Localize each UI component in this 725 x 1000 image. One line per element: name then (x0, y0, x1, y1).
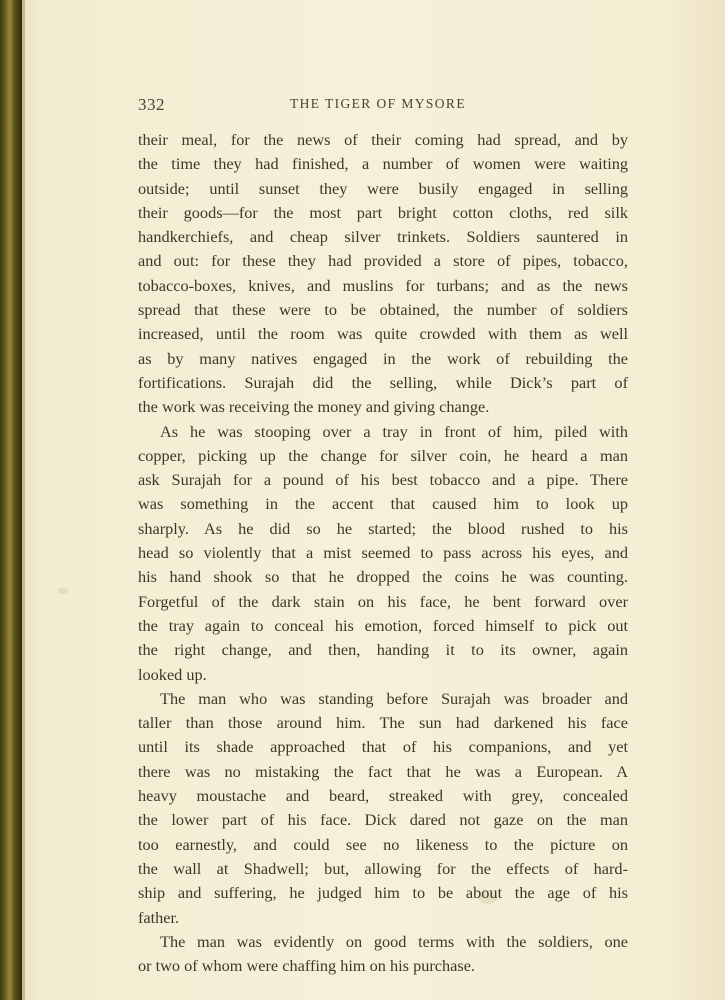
text-line: Forgetful of the dark stain on his face, he bent forward over (138, 591, 628, 611)
text-line: looked up. (138, 664, 207, 684)
text-line: as by many natives engaged in the work of rebuilding the (138, 348, 628, 368)
text-line: head so violently that a mist seemed to pass across his eyes, and (138, 543, 628, 563)
text-line: As he was stooping over a tray in front of him, piled with (160, 421, 628, 441)
body-text (138, 128, 628, 978)
page-number: 332 (138, 95, 165, 114)
text-line: copper, picking up the change for silver coin, he heard a man (138, 445, 628, 465)
text-line: increased, until the room was quite crowded with them as well (138, 324, 628, 344)
text-line: ask Surajah for a pound of his best tobacco and a pipe. There (138, 470, 628, 490)
text-line: The man who was standing before Surajah was broader and (160, 688, 628, 708)
running-title: THE TIGER OF MYSORE (290, 96, 466, 111)
text-line: too earnestly, and could see no likeness to the picture on (138, 834, 628, 854)
text-line: his hand shook so that he dropped the coins he was counting. (138, 567, 628, 587)
text-line: or two of whom were chaffing him on his purchase. (138, 956, 476, 976)
text-line: spread that these were to be obtained, the number of soldiers (138, 300, 628, 320)
text-line: the right change, and then, handing it to its owner, again (138, 640, 628, 660)
text-line: sharply. As he did so he started; the blood rushed to his (138, 518, 628, 538)
text-line: heavy moustache and beard, streaked with grey, concealed (138, 786, 628, 806)
text-line: the tray again to conceal his emotion, forced himself to pick out (138, 615, 628, 635)
text-line: the wall at Shadwell; but, allowing for the effects of hard- (138, 858, 628, 878)
text-line: fortifications. Surajah did the selling, while Dick’s part of (138, 372, 628, 392)
text-line: taller than those around him. The sun had darkened his face (138, 713, 628, 733)
text-line: until its shade approached that of his companions, and yet (138, 737, 628, 757)
text-line: the work was receiving the money and giving change. (138, 397, 490, 417)
text-line: and out: for these they had provided a store of pipes, tobacco, (138, 251, 628, 271)
paper-stain (58, 588, 68, 594)
text-line: outside; until sunset they were busily engaged in selling (138, 178, 628, 198)
text-line: father. (138, 907, 180, 927)
text-line: The man was evidently on good terms with the soldiers, one (160, 931, 628, 951)
text-line: the time they had finished, a number of women were waiting (138, 154, 628, 174)
text-line: tobacco-boxes, knives, and muslins for turbans; and as the news (138, 275, 628, 295)
text-line: the lower part of his face. Dick dared not gaze on the man (138, 810, 628, 830)
book-binding (0, 0, 22, 1000)
text-line: there was no mistaking the fact that he was a European. A (138, 761, 628, 781)
text-line: was something in the accent that caused him to look up (138, 494, 628, 514)
text-line: their goods—for the most part bright cotton cloths, red silk (138, 202, 628, 222)
binding-edge (22, 0, 25, 1000)
text-line: their meal, for the news of their coming had spread, and by (138, 130, 628, 149)
text-line: handkerchiefs, and cheap silver trinkets. Soldiers sauntered in (138, 227, 628, 247)
text-line: ship and suffering, he judged him to be about the age of his (138, 883, 628, 903)
